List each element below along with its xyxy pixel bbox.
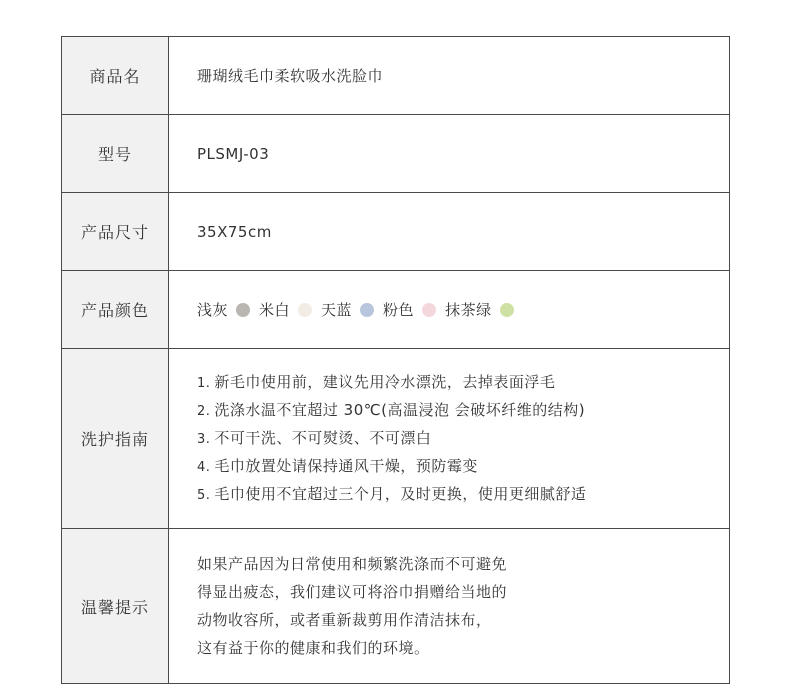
- color-option: [445, 299, 514, 320]
- row-label: 产品尺寸: [62, 193, 169, 271]
- color-swatch: [360, 303, 374, 317]
- color-option: [321, 299, 374, 320]
- spec-row-name: [62, 37, 730, 115]
- spec-row-size: [62, 193, 730, 271]
- color-name: 米白: [259, 301, 291, 319]
- spec-row-colors: [62, 271, 730, 349]
- size-value: 35X75cm: [169, 193, 730, 271]
- color-name: 抹茶绿: [445, 301, 492, 319]
- color-name: 浅灰: [197, 301, 229, 319]
- care-item-text: 不可干洗、不可熨烫、不可漂白: [214, 428, 432, 447]
- care-item-text: 新毛巾使用前，建议先用冷水漂洗，去掉表面浮毛: [214, 372, 556, 391]
- color-name: 天蓝: [321, 301, 353, 319]
- row-label: 产品颜色: [62, 271, 169, 349]
- care-item-number: 3.: [197, 431, 211, 447]
- color-swatch: [422, 303, 436, 317]
- product-spec-table: [61, 36, 730, 684]
- row-label: 型号: [62, 115, 169, 193]
- color-option: [197, 299, 250, 320]
- spec-row-care: [62, 349, 730, 529]
- care-item: [197, 397, 729, 425]
- spec-row-model: [62, 115, 730, 193]
- color-swatch: [236, 303, 250, 317]
- care-item: [197, 453, 729, 481]
- care-item-number: 2.: [197, 403, 211, 419]
- care-cell: [169, 349, 730, 529]
- tips-line: 得显出疲态，我们建议可将浴巾捐赠给当地的: [197, 583, 508, 601]
- color-options: [197, 299, 729, 320]
- color-swatch: [298, 303, 312, 317]
- row-label: 洗护指南: [62, 349, 169, 529]
- tips-line: 动物收容所，或者重新裁剪用作清洁抹布，: [197, 611, 492, 629]
- care-item-text: 毛巾使用不宜超过三个月，及时更换，使用更细腻舒适: [214, 484, 587, 503]
- care-item: [197, 369, 729, 397]
- care-item-number: 5.: [197, 487, 211, 503]
- tips-line: 这有益于你的健康和我们的环境。: [197, 639, 430, 657]
- care-item-number: 1.: [197, 375, 211, 391]
- care-instructions: [197, 369, 729, 509]
- color-option: [383, 299, 436, 320]
- care-item-number: 4.: [197, 459, 211, 475]
- care-item: [197, 425, 729, 453]
- product-name-value: 珊瑚绒毛巾柔软吸水洗脸巾: [169, 37, 730, 115]
- spec-row-tips: [62, 529, 730, 684]
- care-item: [197, 481, 729, 509]
- colors-cell: [169, 271, 730, 349]
- color-swatch: [500, 303, 514, 317]
- tips-line: 如果产品因为日常使用和频繁洗涤而不可避免: [197, 555, 508, 573]
- care-item-text: 毛巾放置处请保持通风干燥，预防霉变: [214, 456, 478, 475]
- row-label: 温馨提示: [62, 529, 169, 684]
- tips-cell: [169, 529, 730, 684]
- model-value: PLSMJ-03: [169, 115, 730, 193]
- row-label: 商品名: [62, 37, 169, 115]
- color-option: [259, 299, 312, 320]
- care-item-text: 洗涤水温不宜超过 30℃(高温浸泡 会破坏纤维的结构): [214, 400, 586, 419]
- color-name: 粉色: [383, 301, 415, 319]
